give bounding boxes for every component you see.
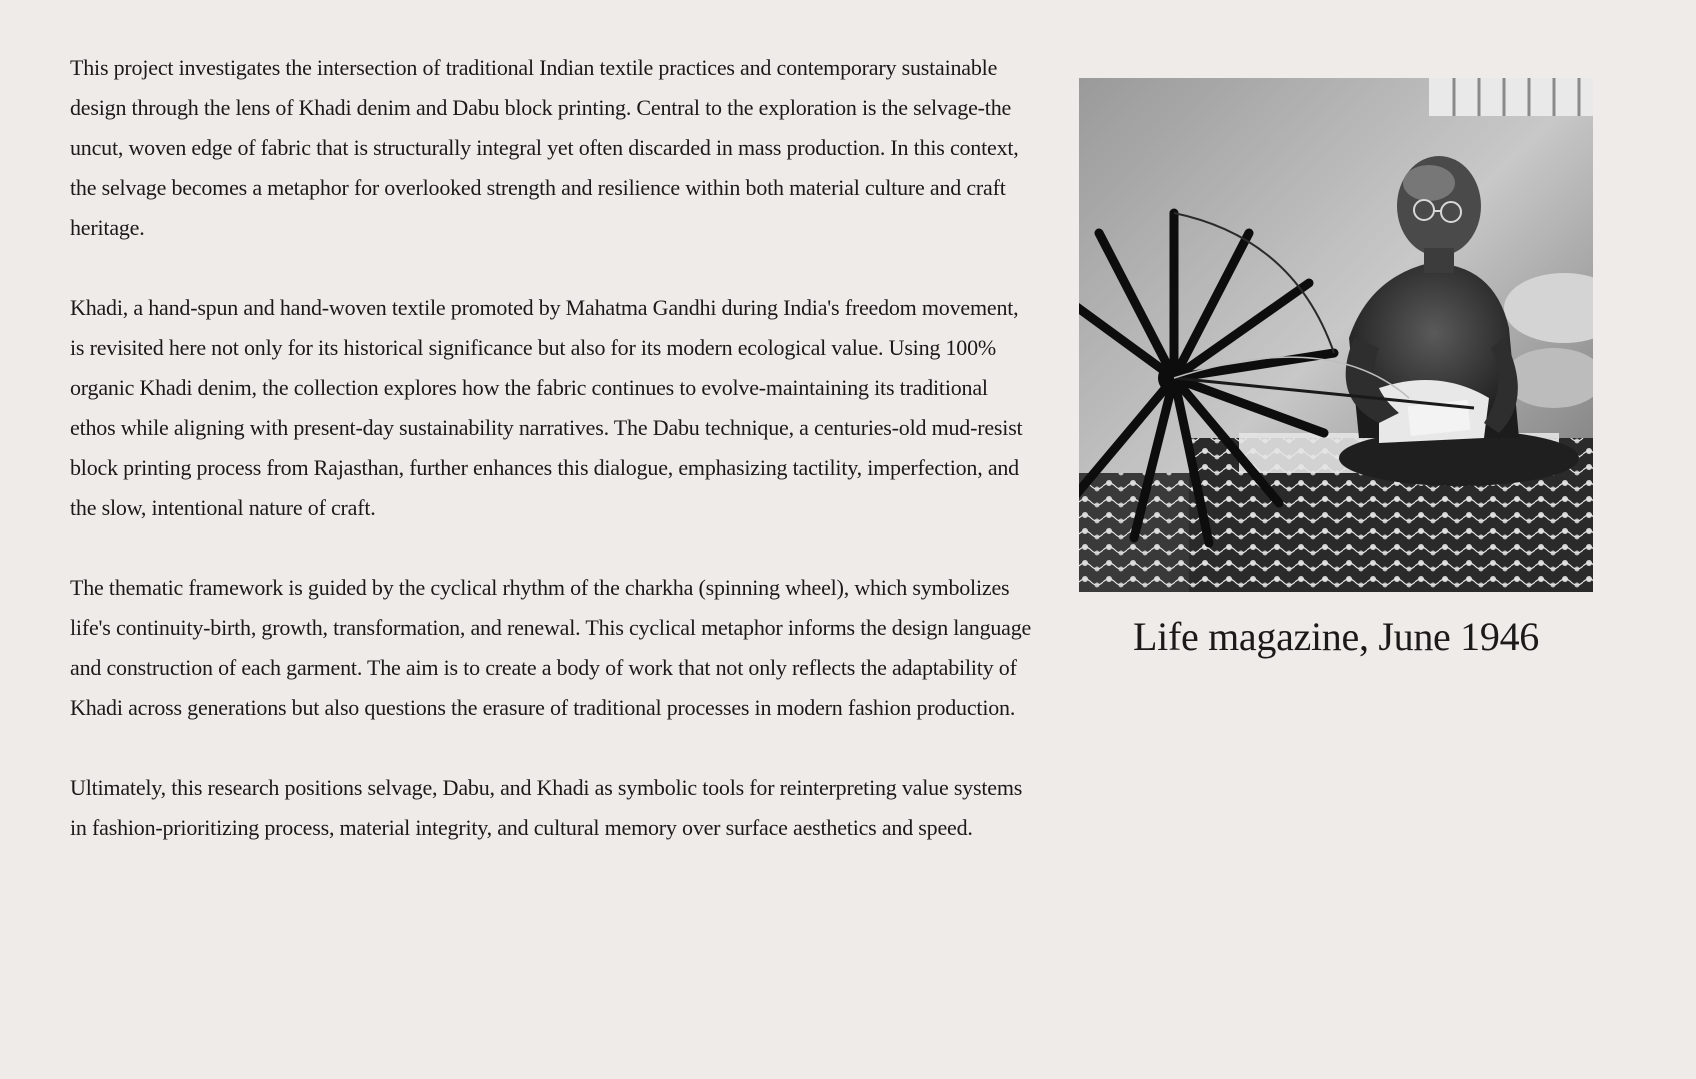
photo-caption: Life magazine, June 1946 [1133, 614, 1539, 659]
article-body [70, 48, 1035, 888]
historical-photo [1079, 78, 1593, 592]
paragraph-charkha: The thematic framework is guided by the cyclical rhythm of the charkha (spinning wheel), which symbolizes life's continuity-birth, growth, transformation, and renewal. This cyclical metaphor informs the design language and construction of each garment. The aim is to create a body of work that not only reflects the adaptability of Khadi across generations but also questions the erasure of traditional processes in modern fashion production. [70, 575, 1032, 720]
paragraph-khadi: Khadi, a hand-spun and hand-woven textile promoted by Mahatma Gandhi during India's freedom movement, is revisited here not only for its historical significance but also for its modern ecological value. Using 100% organic Khadi denim, the collection explores how the fabric continues to evolve-maintaining its traditional ethos while aligning with present-day sustainability narratives. The Dabu technique, a centuries-old mud-resist block printing process from Rajasthan, further enhances this dialogue, emphasizing tactility, imperfection, and the slow, intentional nature of craft. [70, 295, 1023, 520]
paragraph-conclusion: Ultimately, this research positions selvage, Dabu, and Khadi as symbolic tools for reinterpreting value systems in fashion-prioritizing process, material integrity, and cultural memory over surface aesthetics and speed. [70, 775, 1023, 840]
paragraph-intro: This project investigates the intersection of traditional Indian textile practices and contemporary sustainable design through the lens of Khadi denim and Dabu block printing. Central to the exploration is the selvage-the uncut, woven edge of fabric that is structurally integral yet often discarded in mass production. In this context, the selvage becomes a metaphor for overlooked strength and resilience within both material culture and craft heritage. [70, 55, 1019, 240]
gandhi-charkha-photo-illustration [1079, 78, 1593, 592]
